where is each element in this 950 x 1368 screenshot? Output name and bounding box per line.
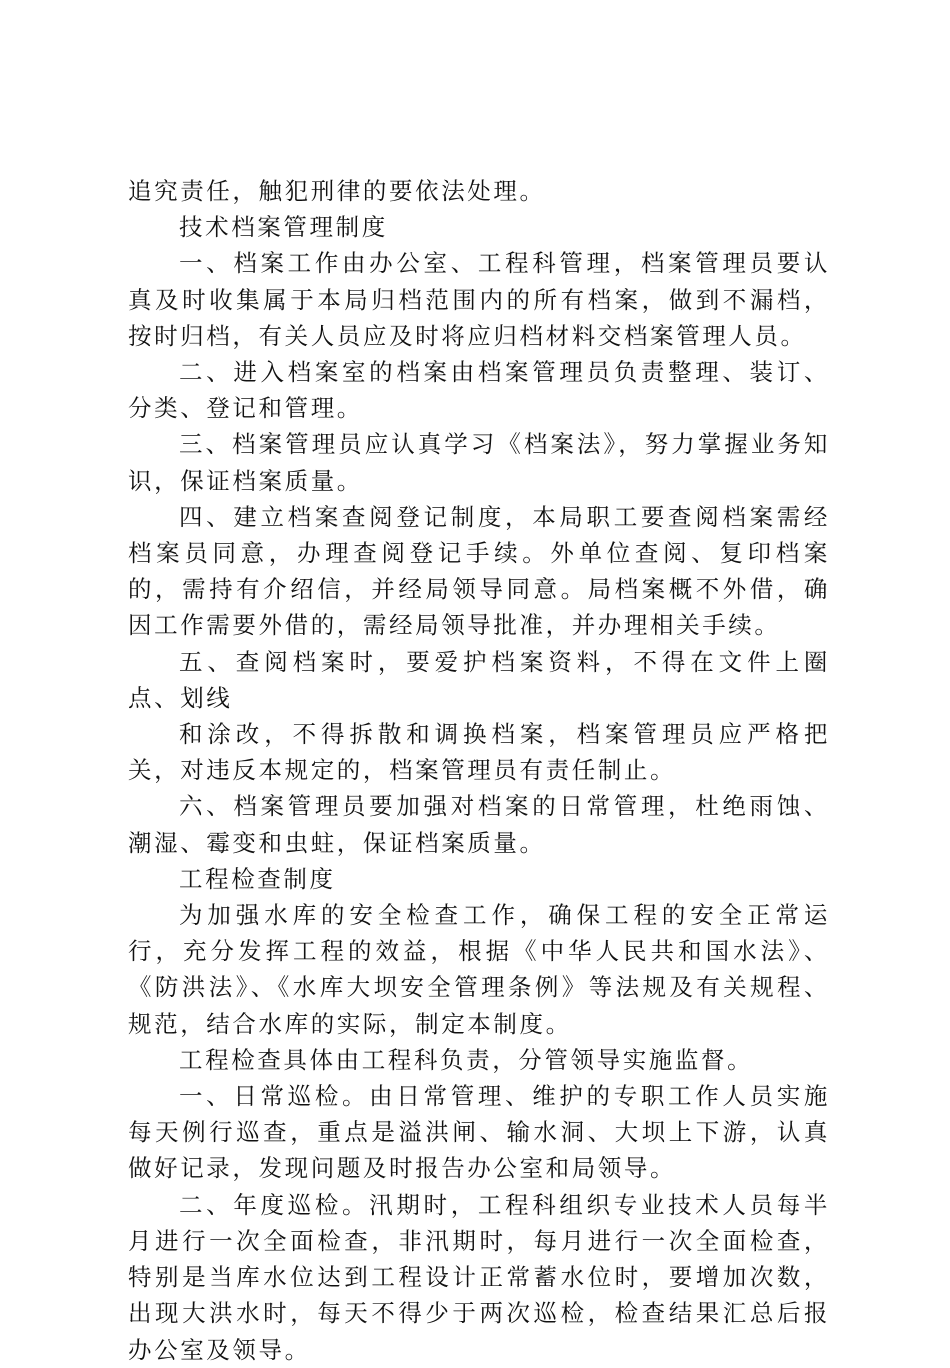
paragraph-archive-item-3: 三、档案管理员应认真学习《档案法》，努力掌握业务知识，保证档案质量。 (128, 430, 830, 495)
paragraph-inspection-responsibility: 工程检查具体由工程科负责，分管领导实施监督。 (179, 1045, 754, 1074)
paragraph-archive-item-5-continued: 和涂改，不得拆散和调换档案，档案管理员应严格把关，对违反本规定的，档案管理员有责任制止。 (128, 720, 830, 785)
paragraph-continuation: 追究责任，触犯刑律的要依法处理。 (128, 177, 546, 205)
paragraph-archive-item-6: 六、档案管理员要加强对档案的日常管理，杜绝雨蚀、潮湿、霉变和虫蛀，保证档案质量。 (128, 792, 830, 857)
paragraph-inspection-intro: 为加强水库的安全检查工作，确保工程的安全正常运行，充分发挥工程的效益，根据《中华人民共和国水法》、《防洪法》、《水库大坝安全管理条例》等法规及有关规程、规范，结合水库的实际，制定本制度。 (128, 901, 830, 1038)
section-heading-tech-archives: 技术档案管理制度 (179, 213, 388, 242)
document-page (128, 173, 830, 1368)
paragraph-archive-item-2: 二、进入档案室的档案由档案管理员负责整理、装订、分类、登记和管理。 (128, 358, 830, 423)
paragraph-archive-item-4: 四、建立档案查阅登记制度，本局职工要查阅档案需经档案员同意，办理查阅登记手续。外单位查阅、复印档案的，需持有介绍信，并经局领导同意。局档案概不外借，确因工作需要外借的，需经局领导批准，并办理相关手续。 (128, 502, 830, 640)
paragraph-inspection-item-1: 一、日常巡检。由日常管理、维护的专职工作人员实施每天例行巡查，重点是溢洪闸、输水洞、大坝上下游，认真做好记录，发现问题及时报告办公室和局领导。 (128, 1082, 830, 1183)
paragraph-archive-item-1: 一、档案工作由办公室、工程科管理，档案管理员要认真及时收集属于本局归档范围内的所有档案，做到不漏档，按时归档，有关人员应及时将应归档材料交档案管理人员。 (128, 249, 830, 350)
paragraph-archive-item-5: 五、查阅档案时，要爱护档案资料，不得在文件上圈点、划线 (128, 647, 830, 712)
section-heading-engineering-inspection: 工程检查制度 (179, 864, 336, 893)
paragraph-inspection-item-2: 二、年度巡检。汛期时，工程科组织专业技术人员每半月进行一次全面检查，非汛期时，每月进行一次全面检查，特别是当库水位达到工程设计正常蓄水位时，要增加次数，出现大洪水时，每天不得少于两次巡检，检查结果汇总后报办公室及领导。 (128, 1190, 830, 1364)
